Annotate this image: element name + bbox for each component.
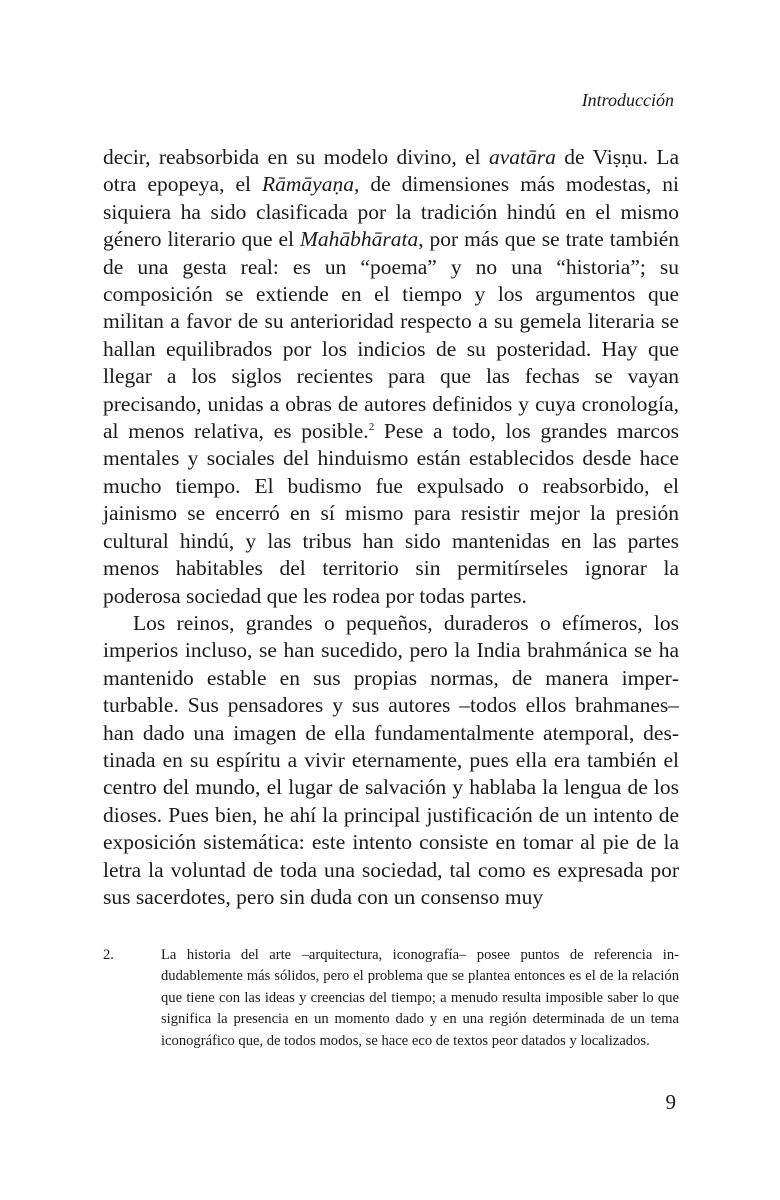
italic-term-ramayana: Rāmāyaṇa xyxy=(262,172,354,197)
page-number: 9 xyxy=(665,1090,676,1114)
footnote-text: La historia del arte –arquitectura, iconografía– posee puntos de referencia indudablemente más sólidos, pero el problema que se plantea entonces es el de la relación que tiene con las ideas y creencias del tiempo; a menudo resulta imposible saber lo que significa la presencia en un momento dado y en una región determinada de un tema iconográfico que, de todos modos, se hace eco de textos peor datados y localizados. xyxy=(161,947,679,1049)
paragraph-2: Los reinos, grandes o pequeños, duraderos o efímeros, los imperios incluso, se han sucedido, pero la India brahmánica se ha mantenido estable en sus propias normas, de manera imperturbable. Sus pensadores y sus autores –todos ellos brahmanes– han dado una imagen de ella fundamentalmente atemporal, destinada en su espíritu a vivir eternamente, pues ella era también el centro del mundo, el lugar de salvación y hablaba la lengua de los dioses. Pues bien, he ahí la principal justificación de un intento de exposición sistemática: este intento consiste en tomar al pie de la letra la voluntad de toda una sociedad, tal como es expresada por sus sacerdotes, pero sin duda con un consenso muy xyxy=(103,610,679,909)
italic-term-avatara: avatāra xyxy=(489,145,556,169)
text-run: decir, reabsorbida en su modelo divino, el xyxy=(103,145,490,169)
running-header: Introducción xyxy=(581,90,674,110)
text-run: , de dimensiones más modestas, ni siquiera ha sido clasificada por la tradición hindú en el mismo género literario que el xyxy=(103,172,679,252)
italic-term-mahabharata: Mahābhārata xyxy=(299,227,419,252)
text-run: , por más que se trate también de una gesta real: es un “poema” y no una “historia”; su composición se extiende en el tiempo y los argumentos que militan a favor de su anterioridad respecto a su gemela literaria se hallan equilibrados por los indicios de su posteridad. Hay que llegar a los siglos recientes para que las fechas se vayan precisando, unidas a obras de autores definidos y cuya cronología, al menos relativa, es posible. xyxy=(103,227,679,444)
text-run: Pese a todo, los grandes marcos mentales y sociales del hinduismo están establecidos desde hace mucho tiempo. El budismo fue expulsado o reabsorbido, el jainismo se encerró en sí mismo para resistir mejor la presión cultural hindú, y las tribus han sido mantenidas en las partes menos habitables del territorio sin permitírseles ignorar la poderosa sociedad que les rodea por todas partes. xyxy=(103,419,679,608)
footnote-number: 2. xyxy=(103,947,114,963)
footnote-reference[interactable]: 2 xyxy=(368,421,375,434)
paragraph-1 xyxy=(103,144,679,610)
text-run: de Viṣṇu. La otra epopeya, el xyxy=(103,145,680,197)
body-text xyxy=(103,144,679,911)
footnote xyxy=(103,945,679,1052)
